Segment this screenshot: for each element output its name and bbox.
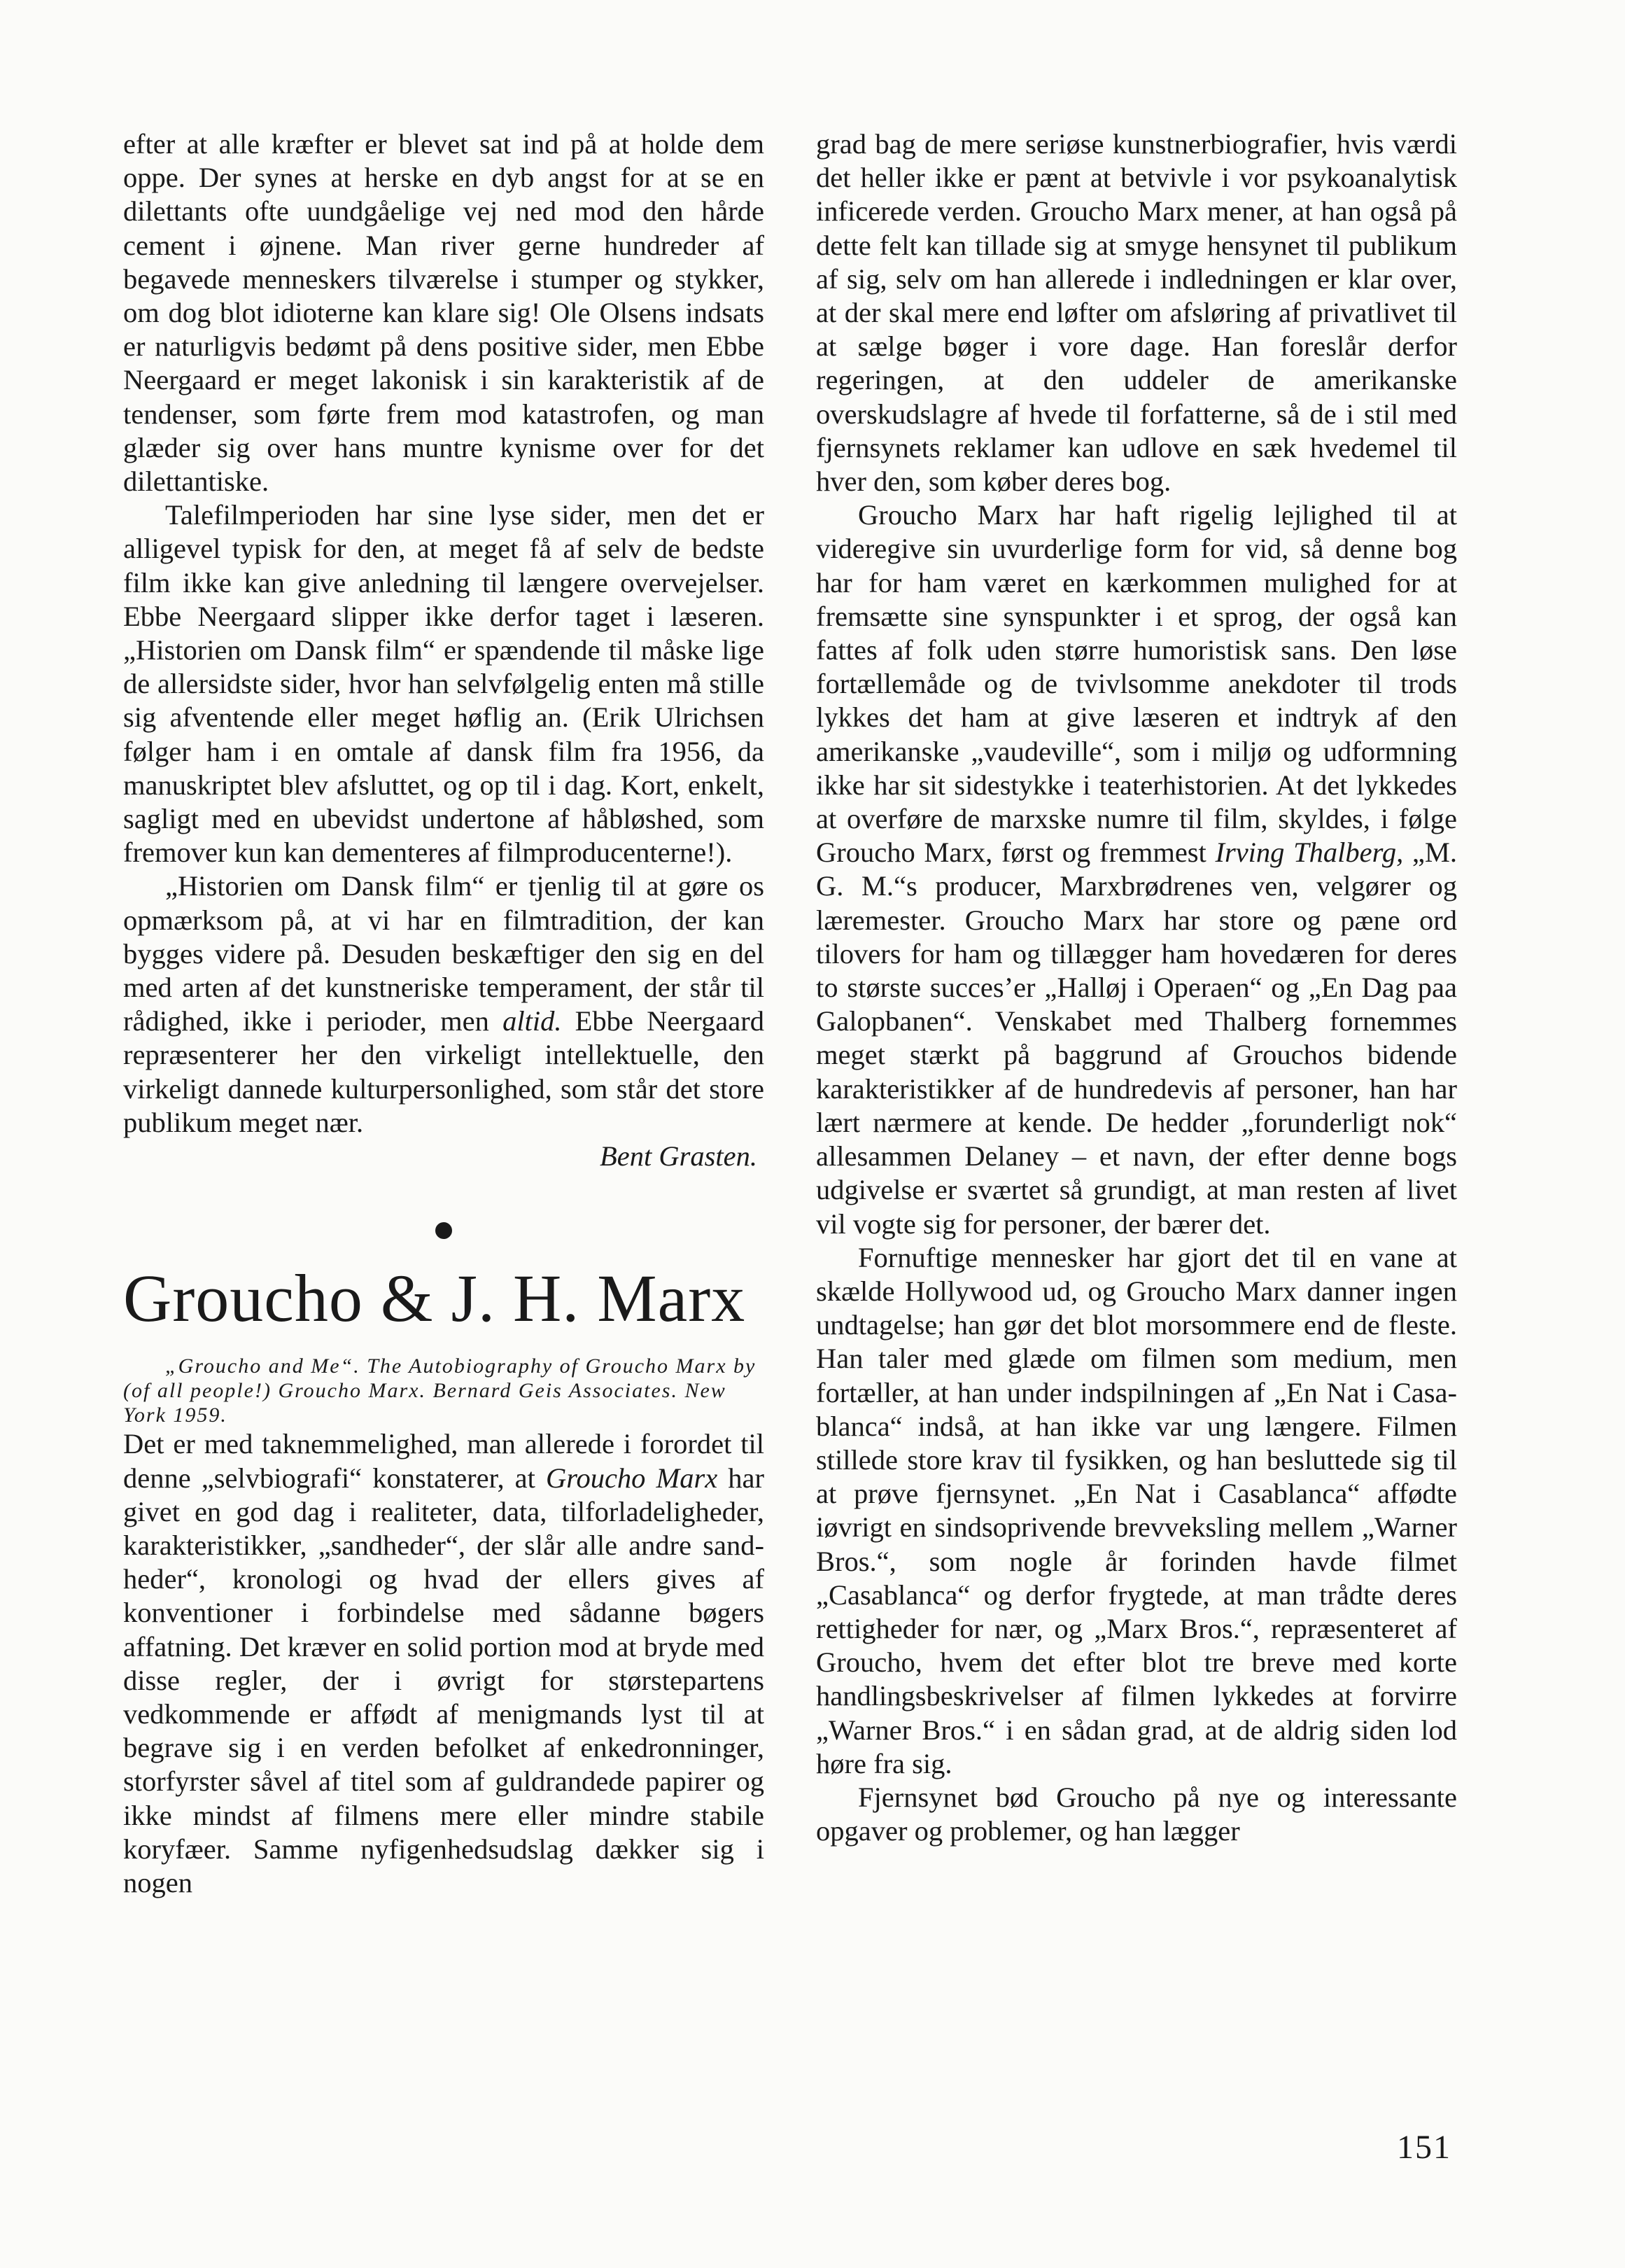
paragraph: efter at alle kræfter er blevet sat ind på at holde dem oppe. Der synes at herske en dyb angst for at se en dilettants ofte uundgåelige vej ned mod den hårde cement i øjnene. Man river gerne hundreder af begavede menneskers tilværelse i stumper og stykker, om dog blot idioterne kan klare sig! Ole Olsens indsats er naturligvis bedømt på dens positive sider, men Ebbe Neergaard er meget lakonisk i sin karakteristik af de tendenser, som førte frem mod katastrofen, og man glæder sig over hans muntre kynisme over for det dilettantiske. xyxy=(123,128,764,498)
right-column xyxy=(816,127,1457,1848)
emphasis: Groucho Marx xyxy=(545,1462,718,1494)
text-run: Groucho Marx har haft rigelig lejlighed til at videregive sin uvurderlige form for vid, så denne bog har for ham været en kærkommen mulighed for at fremsætte sine synspunkter i et sprog, der også kan fattes af folk uden større humoristisk sans. Den løse fortællemåde og de tvivlsomme anekdoter til trods lykkes det ham at give læseren et indtryk af den amerikanske „vaudeville“, som i miljø og udformning ikke har sit sidestykke i teaterhistorien. At det lykkedes at overføre de marxske numre til film, skyldes, i følge Groucho Marx, først og fremmest xyxy=(816,499,1457,869)
paragraph: grad bag de mere seriøse kunstnerbiografier, hvis værdi det heller ikke er pænt at betvivle i vor psykoanalytisk inficerede verden. Groucho Marx mener, at han også på dette felt kan tillade sig at smyge hensynet til publikum af sig, selv om han allerede i indledningen er klar over, at der skal mere end løfter om afsløring af privatlivet til at sælge bøger i vore dage. Han foreslår derfor regeringen, at den uddeler de amerikanske overskudslagre af hvede til forfatterne, så de i stil med fjernsynets reklamer kan udlove en sæk hvedemel til hver den, som køber deres bog. xyxy=(816,128,1457,498)
text-run: „M. G. M.“s producer, Marxbrødrenes ven, velgører og læremester. Groucho Marx har store og pæne ord tilovers for ham og tillægger ham hovedæren for deres to største succes’er „Halløj i Operaen“ og „En Dag paa Galopbanen“. Venskabet med Thalberg fornemmes meget stærkt på baggrund af Grouchos bidende karakteristikker af de hundredevis af personer, han har lært nærmere at kende. De hedder „forunderligt nok“ allesammen Delaney – et navn, der efter denne bogs udgivelse er sværtet så grundigt, at man resten af livet vil vogte sig for personer, der bærer det. xyxy=(816,836,1457,1240)
text-run: har givet en god dag i realiteter, data, tilforladeligheder, karakteristikker, „sandheder“, der slår alle andre sandheder“, kronologi og hvad der ellers gives af konventioner i forbindelse med sådanne bøgers affatning. Det kræver en solid portion mod at bryde med disse regler, der i øvrigt for størstepartens vedkommende er affødt af menigmands lyst til at begrave sig i en verden befolket af enkedronninger, storfyrster såvel af titel som af guldrandede papirer og ikke mindst af filmens mere eller mindre stabile koryfæer. Samme nyfigenhedsudslag dækker sig i nogen xyxy=(123,1462,764,1898)
page-number: 151 xyxy=(1397,2129,1451,2166)
text-run: Ebbe Neergaard repræsenterer her den virkeligt intellektuelle, den virkeligt dannede kulturpersonlighed, som står det store publikum meget nær. xyxy=(123,1005,764,1138)
left-column xyxy=(123,127,764,1900)
paragraph xyxy=(123,869,764,1140)
section-separator-bullet xyxy=(435,1222,452,1239)
text-run: „Historien om Dansk film“ er tjenlig til at gøre os opmærksom på, at vi har en filmtradition, der kan bygges videre på. Desuden beskæftiger den sig en del med arten af det kunstneriske temperament, der står til rådighed, ikke i perioder, men xyxy=(123,870,764,1037)
review-signature: Bent Grasten. xyxy=(600,1140,757,1172)
text-run: Det er med taknemmelighed, man allerede i forordet til denne „selvbiografi“ konstaterer, at xyxy=(123,1428,764,1494)
paragraph xyxy=(123,1427,764,1900)
paragraph: Talefilmperioden har sine lyse sider, men det er alligevel typisk for den, at meget få af selv de bedste film ikke kan give anledning til længere overvejelser. Ebbe Neergaard slipper ikke derfor taget i læseren. „Historien om Dansk film“ er spændende til måske lige de allersidste sider, hvor han selvfølgelig enten må stille sig afventende eller meget høflig an. (Erik Ulrichsen følger ham i en omtale af dansk film fra 1956, da manuskriptet blev afsluttet, og op til i dag. Kort, enkelt, sagligt med en ubevidst undertone af håbløshed, som fremover kun kan dementeres af filmproducenterne!). xyxy=(123,499,764,869)
paragraph xyxy=(816,498,1457,1240)
emphasis: altid. xyxy=(502,1005,562,1037)
emphasis: Irving Thalberg, xyxy=(1215,836,1404,869)
article-heading: Groucho & J. H. Marx xyxy=(123,1261,746,1336)
paragraph: Fornuftige mennesker har gjort det til en vane at skælde Hollywood ud, og Groucho Marx danner ingen undtagelse; han gør det blot morsommere end de fleste. Han taler med glæde om filmen som medium, men fortæller, at han under indspilningen af „En Nat i Casablanca“ indså, at han ikke var ung længere. Filmen stillede store krav til fysikken, og han besluttede sig til at prøve fjernsynet. „En Nat i Casablanca“ affødte iøvrigt en sindsoprivende brevveksling mellem „Warner Bros.“, som nogle år forinden havde filmet „Casablanca“ og derfor frygtede, at man trådte deres rettigheder for nær, og „Marx Bros.“, repræsenteret af Groucho, hvem det efter blot tre breve med korte handlingsbeskrivelser af filmen lykkedes at forvirre „Warner Bros.“ i en sådan grad, at de aldrig siden lod høre fra sig. xyxy=(816,1241,1457,1779)
paragraph: Fjernsynet bød Groucho på nye og interessante opgaver og problemer, og han lægger xyxy=(816,1781,1457,1847)
book-citation: „Groucho and Me“. The Autobiography of Groucho Marx by (of all people!) Groucho Marx. Bernard Geis Associates. New York 1959. xyxy=(123,1354,757,1427)
